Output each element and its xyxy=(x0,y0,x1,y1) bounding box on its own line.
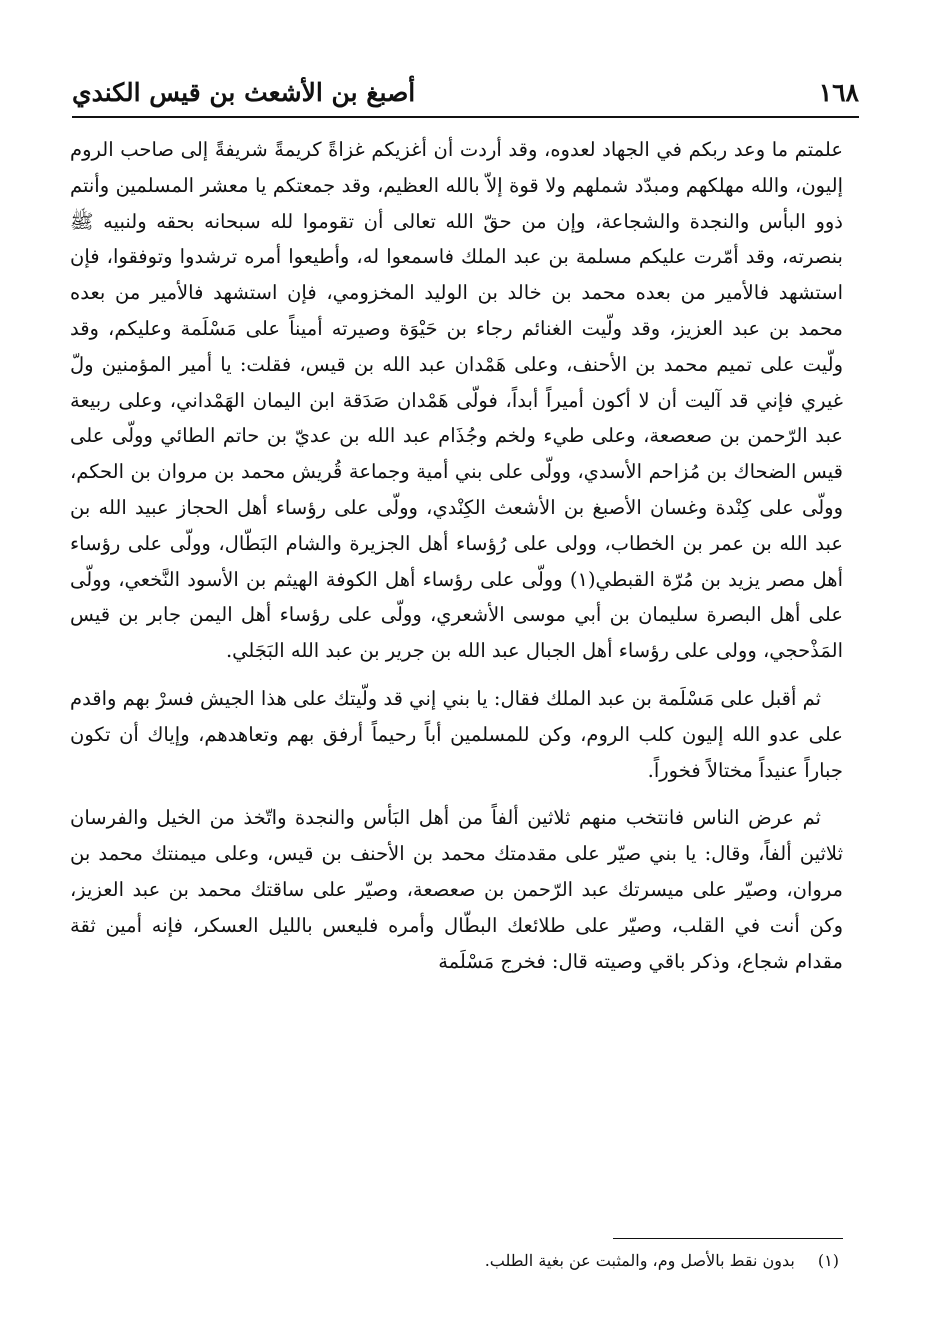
running-title: أصبغ بن الأشعث بن قيس الكندي xyxy=(72,77,416,107)
page-header xyxy=(72,70,859,114)
footnote-marker: (١) xyxy=(817,1251,839,1270)
paragraph: ثم أقبل على مَسْلَمة بن عبد الملك فقال: يا بني إني قد ولّيتك على هذا الجيش فسرْ بهم واقدم على عدو الله إليون كلب الروم، وكن للمسلمين أباً رحيماً أرفق بهم وتعاهدهم، وإياك أن تكون جباراً عنيداً مختالاً فخوراً. xyxy=(70,686,843,782)
paragraph: ثم عرض الناس فانتخب منهم ثلاثين ألفاً من أهل البَأس والنجدة واتّخذ من الخيل والفرسان ثلاثين ألفاً، وقال: يا بني صيّر على مقدمتك محمد بن الأحنف بن قيس، وعلى ميمنتك محمد بن مروان، وصيّر على ميسرتك عبد الرّحمن بن صعصعة، وصيّر على ساقتك محمد بن عبد العزيز، وكن أنت في القلب، وصيّر على طلائعك البطّال وأمره فليعس بالليل العسكر، فإنه أمين ثقة مقدام شجاع، وذكر باقي وصيته قال: فخرج مَسْلَمة xyxy=(70,806,843,973)
header-divider xyxy=(72,116,859,118)
paragraph: علمتم ما وعد ربكم في الجهاد لعدوه، وقد أردت أن أغزيكم غزاةً كريمةً شريفةً إلى صاحب الروم إليون، والله مهلكهم ومبدّد شملهم ولا قوة إلاّ بالله العظيم، وقد جمعتكم يا معشر المسلمين وأنتم ذوو البأس والنجدة والشجاعة، وإن من حقّ الله تعالى أن تقوموا لله سبحانه بحقه ولنبيه ﷺ بنصرته، وقد أمّرت عليكم مسلمة بن عبد الملك فاسمعوا له، وأطيعوا أمره ترشدوا وتوفقوا، فإن استشهد فالأمير من بعده محمد بن خالد بن الوليد المخزومي، فإن استشهد فالأمير من بعده محمد بن عبد العزيز، وقد ولّيت الغنائم رجاء بن حَيْوَة وصيرته أميناً على مَسْلَمة وعليكم، وقد ولّيت على تميم محمد بن الأحنف، وعلى هَمْدان عبد الله بن قيس، فقلت: يا أمير المؤمنين ولّ غيري فإني قد آليت أن لا أكون أميراً أبداً، فولّى هَمْدان صَدَقة ابن اليمان الهَمْداني، وعلى ربيعة عبد الرّحمن بن صعصعة، وعلى طيء ولخم وجُذَام عبد الله بن عديّ بن حاتم الطائي وولّى على قيس الضحاك بن مُزاحم الأسدي، وولّى على بني أمية وجماعة قُريش محمد بن مروان بن الحكم، وولّى على كِنْدة وغسان الأصبغ بن الأشعث الكِنْدي، وولّى على رؤساء أهل الحجاز عبيد الله بن عبد الله بن عمر بن الخطاب، وولى على رُؤساء أهل الجزيرة والشام البَطّال، وولّى على رؤساء أهل مصر يزيد بن مُرّة القبطي(١) وولّى على رؤساء أهل الكوفة الهيثم بن الأسود النَّخعي، وولّى على أهل البصرة سليمان بن أبي موسى الأشعري، وولّى على رؤساء أهل اليمن جابر بن قيس المَذْحجي، وولى على رؤساء أهل الجبال عبد الله بن جرير بن عبد الله البَجَلي. xyxy=(70,138,843,663)
main-text xyxy=(70,132,843,1217)
footnote-divider xyxy=(613,1238,843,1239)
footnote xyxy=(70,1248,839,1274)
footnote-text: بدون نقط بالأصل وم، والمثبت عن بغية الطلب. xyxy=(484,1251,795,1270)
page-number: ١٦٨ xyxy=(818,77,859,107)
